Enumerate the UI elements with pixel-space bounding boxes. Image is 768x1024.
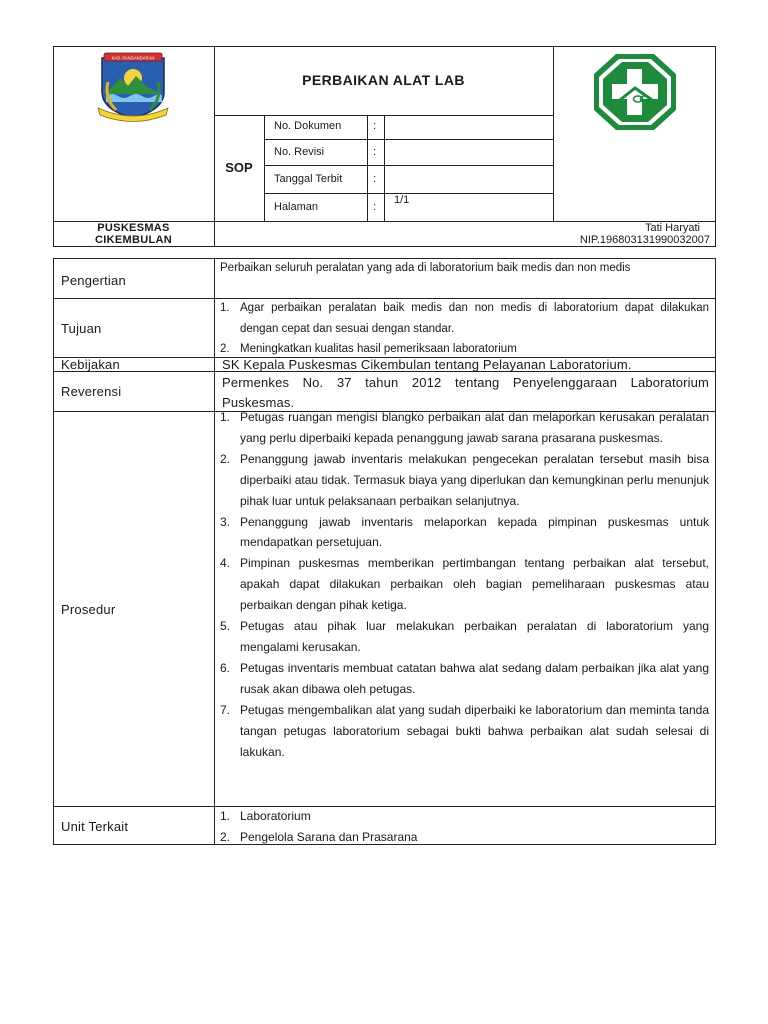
organization-name (53, 222, 214, 246)
header-divider (264, 139, 553, 140)
meta-label-no-revisi: No. Revisi (274, 146, 325, 158)
content-divider (214, 258, 215, 845)
regency-emblem (94, 52, 172, 124)
meta-separator: : (373, 201, 377, 213)
signer (553, 222, 710, 246)
header-divider (214, 115, 553, 116)
list-item: 7. Petugas mengembalikan alat yang sudah diperbaiki ke laboratorium dan meminta tanda tangan petugas laboratorium sebagai bukti bahwa perbaikan alat sudah selesai di lakukan. (220, 702, 709, 759)
section-label-tujuan: Tujuan (61, 321, 102, 336)
section-text-pengertian: Perbaikan seluruh peralatan yang ada di laboratorium baik medis dan non medis (220, 262, 631, 274)
section-list-prosedur (216, 407, 709, 762)
list-item: 3. Penanggung jawab inventaris melaporkan kepada pimpinan puskesmas untuk mendapatkan persetujuan. (220, 514, 709, 550)
meta-label-halaman: Halaman (274, 201, 319, 213)
meta-label-no-dokumen: No. Dokumen (274, 120, 342, 132)
list-item: 4. Pimpinan puskesmas memberikan pertimbangan tentang perbaikan alat tersebut, apakah dapat dilakukan perbaikan oleh bagian pemeliharaan puskesmas atau perbaikan dengan pihak ketiga. (220, 556, 709, 613)
meta-label-tanggal-terbit: Tanggal Terbit (274, 173, 343, 185)
section-list-unit-terkait (216, 806, 709, 848)
section-text-kebijakan: SK Kepala Puskesmas Cikembulan tentang Pelayanan Laboratorium. (222, 357, 632, 372)
puskesmas-logo-icon (592, 52, 678, 132)
section-label-prosedur: Prosedur (61, 602, 116, 617)
list-item: 1. Agar perbaikan peralatan baik medis dan non medis di laboratorium dapat dilakukan dengan cepat dan sesuai dengan standar. (220, 302, 709, 335)
header-divider (367, 115, 368, 221)
header-divider (264, 115, 265, 221)
meta-separator: : (373, 146, 377, 158)
signer-name: Tati Haryati (644, 222, 700, 234)
section-label-unit-terkait: Unit Terkait (61, 819, 129, 834)
page-title: PERBAIKAN ALAT LAB (302, 72, 465, 88)
header-divider (553, 46, 554, 221)
section-label-pengertian: Pengertian (61, 273, 126, 288)
section-label-kebijakan: Kebijakan (61, 357, 120, 372)
list-item: 1. Laboratorium (220, 809, 311, 823)
meta-value-halaman: 1/1 (394, 194, 410, 206)
list-item: 2. Meningkatkan kualitas hasil pemeriksaan laboratorium (220, 343, 517, 355)
header-divider (384, 115, 385, 221)
organization-line-1: PUSKESMAS (97, 222, 170, 234)
list-item: 1. Petugas ruangan mengisi blangko perbaikan alat dan melaporkan kerusakan peralatan yang perlu diperbaiki kepada penanggung jawab sarana prasarana puskesmas. (220, 410, 709, 445)
meta-separator: : (373, 120, 377, 132)
meta-separator: : (373, 173, 377, 185)
header-divider (264, 165, 553, 166)
list-item: 5. Petugas atau pihak luar melakukan perbaikan peralatan di laboratorium yang mengalami kerusakan. (220, 619, 709, 654)
list-item: 2. Pengelola Sarana dan Prasarana (220, 830, 418, 844)
organization-line-2: CIKEMBULAN (95, 234, 172, 246)
svg-text:KAB. PANGANDARAN: KAB. PANGANDARAN (111, 55, 155, 61)
list-item: 2. Penanggung jawab inventaris melakukan pengecekan peralatan tersebut masih bisa diperbaiki atau tidak. Termasuk biaya yang diperlukan dan kemungkinan perlu menunjuk pihak luar untuk pelaksanaan perbaikan selanjutnya. (220, 451, 709, 508)
section-list-tujuan (216, 298, 709, 360)
section-text-reverensi: Permenkes No. 37 tahun 2012 tentang Penyelenggaraan Laboratorium Puskesmas. (222, 375, 709, 410)
list-item: 6. Petugas inventaris membuat catatan bahwa alat sedang dalam perbaikan jika alat yang rusak akan dibawa oleh petugas. (220, 660, 709, 696)
signer-nip: NIP.196803131990032007 (579, 234, 710, 246)
sop-label: SOP (225, 160, 253, 175)
section-label-reverensi: Reverensi (61, 384, 122, 399)
